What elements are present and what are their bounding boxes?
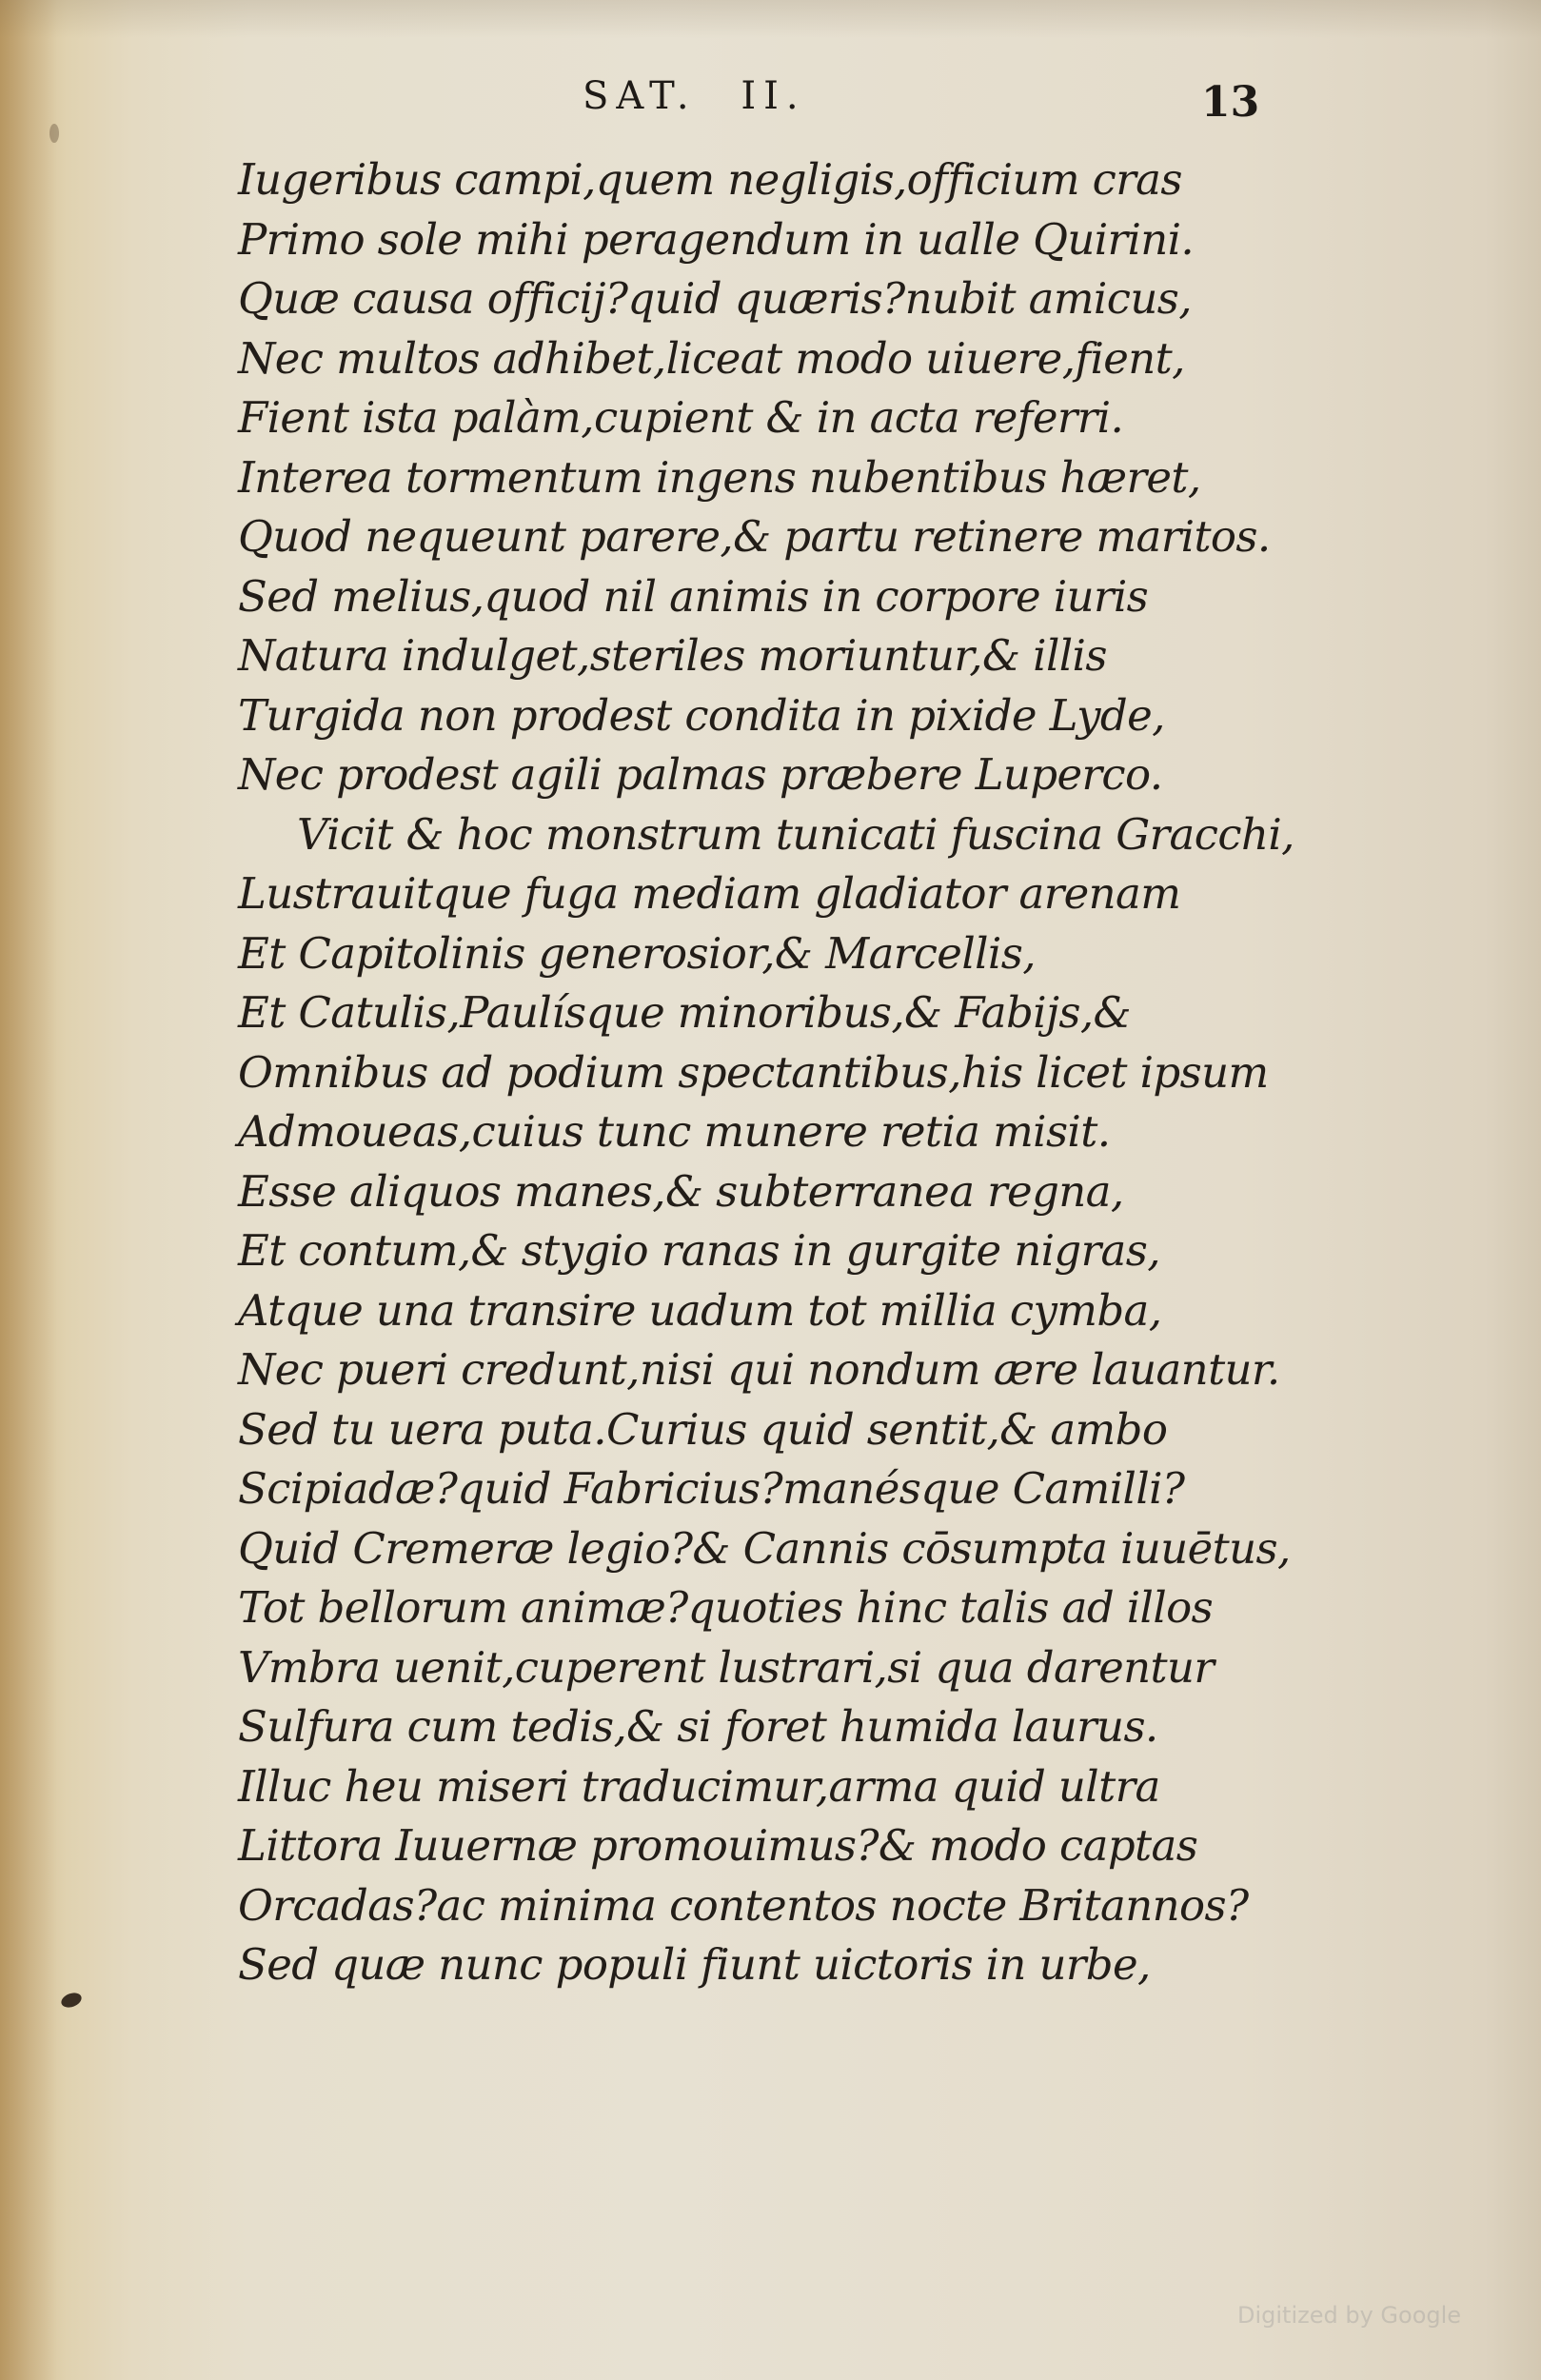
verse-line: Quæ causa officij?quid quæris?nubit amicus, [238,273,1192,324]
verse-line: Et Catulis,Paulísque minoribus,& Fabijs,& [238,987,1132,1038]
verse-line: Nec multos adhibet,liceat modo uiuere,fient, [238,332,1185,384]
verse-block [238,150,1323,1995]
verse-line: Omnibus ad podium spectantibus,his licet ipsum [238,1046,1269,1098]
verse-line: Orcadas?ac minima contentos nocte Britannos? [238,1879,1249,1931]
verse-line: Natura indulget,steriles moriuntur,& illis [238,630,1107,681]
verse-line: Interea tormentum ingens nubentibus hæret, [238,451,1201,503]
verse-line: Sed quæ nunc populi fiunt uictoris in urbe, [238,1939,1151,1990]
paper-stain [49,124,59,143]
verse-line: Littora Iuuernæ promouimus?& modo captas [238,1820,1198,1871]
verse-line: Sulfura cum tedis,& si foret humida laurus. [238,1701,1158,1752]
verse-line: Iugeribus campi,quem negligis,officium cras [238,154,1182,205]
verse-line: Illuc heu miseri traducimur,arma quid ultra [238,1760,1160,1812]
verse-line: Atque una transire uadum tot millia cymba, [238,1284,1162,1336]
page-number: 13 [1201,78,1260,127]
verse-line: Admoueas,cuius tunc munere retia misit. [238,1106,1111,1157]
verse-line: Et Capitolinis generosior,& Marcellis, [238,927,1036,979]
verse-line: Nec pueri credunt,nisi qui nondum ære lauantur. [238,1344,1280,1395]
verse-line: Et contum,& stygio ranas in gurgite nigras, [238,1225,1160,1276]
verse-line: Esse aliquos manes,& subterranea regna, [238,1165,1124,1217]
verse-line: Sed melius,quod nil animis in corpore iuris [238,570,1149,622]
verse-line: Primo sole mihi peragendum in ualle Quirini. [238,213,1195,265]
verse-line: Quod nequeunt parere,& partu retinere maritos. [238,511,1271,562]
verse-line: Vmbra uenit,cuperent lustrari,si qua darentur [238,1641,1215,1693]
verse-line: Nec prodest agili palmas præbere Luperco. [238,749,1163,800]
verse-line: Quid Cremeræ legio?& Cannis cōsumpta iuuētus, [238,1522,1291,1574]
verse-line: Sed tu uera puta.Curius quid sentit,& ambo [238,1403,1168,1455]
ink-fleck [59,1991,83,2011]
digitization-watermark: Digitized by Google [1237,2302,1462,2329]
running-head: SAT. II. [583,74,806,118]
verse-line: Fient ista palàm,cupient & in acta referri. [238,392,1124,443]
verse-line: Turgida non prodest condita in pixide Lyde, [238,689,1165,741]
verse-line: Scipiadæ?quid Fabricius?manésque Camilli? [238,1463,1185,1514]
verse-line: Vicit & hoc monstrum tunicati fuscina Gracchi, [297,808,1294,860]
verse-line: Tot bellorum animæ?quoties hinc talis ad illos [238,1582,1214,1633]
verse-line: Lustrauitque fuga mediam gladiator arenam [238,868,1181,919]
